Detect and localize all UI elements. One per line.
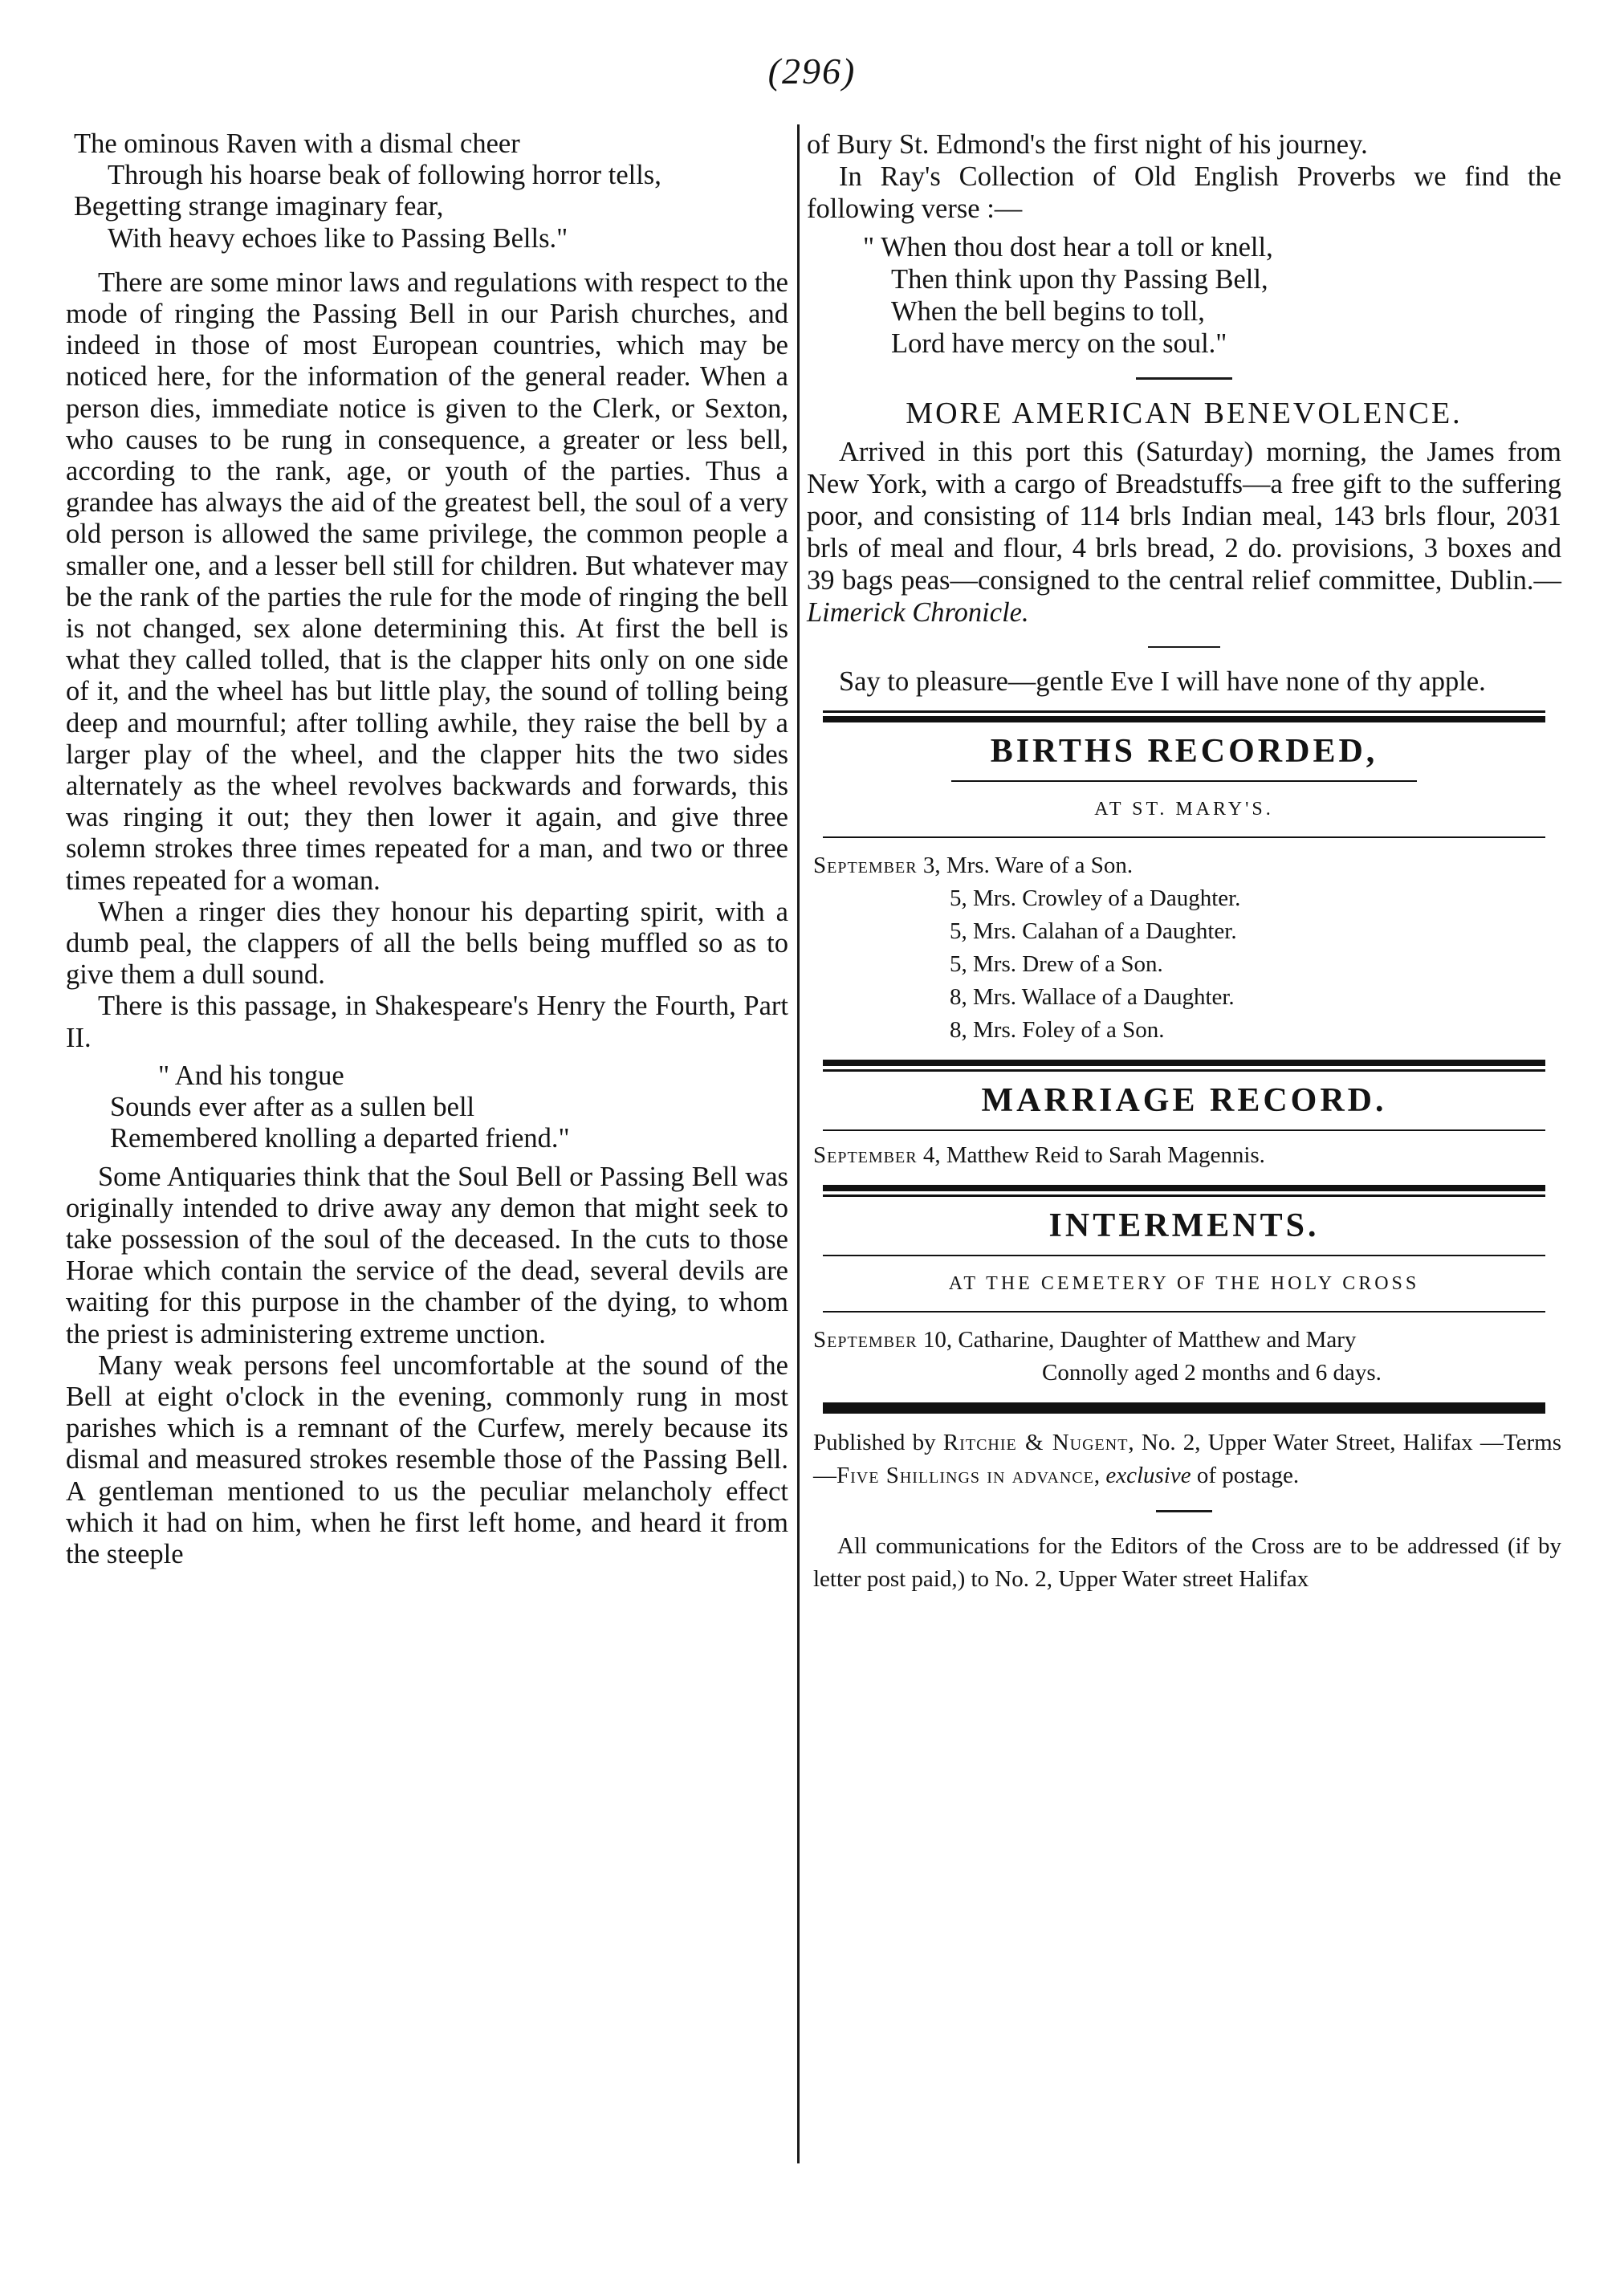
section-divider (1148, 646, 1220, 648)
divider (951, 780, 1417, 782)
publisher-text: Published by (813, 1430, 936, 1455)
paragraph-curfew: Many weak persons feel uncomfortable at the sound of the Bell at eight o'clock in the evening, commonly rung in most parishes which is a remnant of the Curfew, merely because its dismal and measured strokes resemble those of the Passing Bell. A gentleman mentioned to us the peculiar melancholy effect which it had on him, when he first left home, and heard it from the steeple (66, 1349, 788, 1569)
list-item (813, 1324, 1561, 1357)
publisher-notice (807, 1426, 1561, 1492)
right-column (807, 128, 1561, 1596)
interments-list (807, 1324, 1561, 1390)
month-label: September (813, 1142, 918, 1168)
births-list (807, 849, 1561, 1047)
list-item-continued: Connolly aged 2 months and 6 days. (1042, 1360, 1382, 1386)
left-column (66, 128, 788, 1570)
interments-subheading: AT THE CEMETERY OF THE HOLY CROSS (948, 1273, 1420, 1294)
divider (823, 836, 1545, 838)
terms: Five Shillings in advance (836, 1463, 1094, 1488)
american-benevolence-body (807, 436, 1561, 629)
verse-line: Lord have mercy on the soul." (891, 328, 1227, 359)
heavy-rule (807, 1185, 1561, 1197)
heavy-rule (807, 1402, 1561, 1414)
source-citation: Limerick Chronicle. (807, 597, 1029, 628)
proverb-verse (807, 231, 1561, 360)
american-benevolence-heading: MORE AMERICAN BENEVOLENCE. (906, 397, 1463, 430)
section-divider (1156, 1510, 1212, 1512)
publisher-text: , (1093, 1463, 1106, 1488)
divider (823, 1129, 1545, 1131)
list-item (813, 849, 1561, 882)
divider (823, 1311, 1545, 1312)
page-number: (296) (767, 51, 857, 92)
births-subheading: AT ST. MARY'S. (1094, 799, 1274, 820)
verse-line: " And his tongue (158, 1060, 344, 1091)
verse-line: " When thou dost hear a toll or knell, (863, 232, 1273, 262)
publisher-text: , No. 2, Upper Water Street, Halifax —Terms— (813, 1430, 1561, 1488)
verse-line: With heavy echoes like to Passing Bells." (108, 222, 568, 254)
interments-heading: INTERMENTS. (1048, 1207, 1320, 1244)
paragraph-shakespeare: There is this passage, in Shakespeare's Henry the Fourth, Part II. (66, 991, 788, 1053)
continued-text: of Bury St. Edmond's the first night of his journey. (807, 129, 1368, 160)
verse-line: Begetting strange imaginary fear, (74, 191, 444, 222)
divider (823, 1255, 1545, 1256)
list-item: 5, Mrs. Drew of a Son. (950, 951, 1163, 977)
paragraph-antiquaries: Some Antiquaries think that the Soul Bell or Passing Bell was originally intended to drive away any demon that might seek to take possession of the soul of the deceased. In the cuts to those Horae which contain the service of the dead, several devils are waiting for this purpose in the chamber of the dying, to whom the priest is administering extreme unction. (66, 1161, 788, 1349)
marriage-heading: MARRIAGE RECORD. (981, 1082, 1387, 1119)
paragraph-passing-bell-laws: There are some minor laws and regulations with respect to the mode of ringing the Passing Bell in our Parish churches, and indeed in those of most European countries, which may be noticed here, for the information of the general reader. When a person dies, immediate notice is given to the Clerk, or Sexton, who causes to be rung in consequence, a greater or less bell, according to the rank, age, or youth of the parties. Thus a grandee has always the aid of the greatest bell, the soul of a very old person is allowed the same privilege, the common people a smaller one, and a lesser bell still for children. But whatever may be the rank of the parties the rule for the mode of ringing the bell is not changed, sex alone determining this. At first the bell is what they called tolled, that is the clapper hits only on one side of it, and the wheel has but little play, the sound of tolling being deep and mournful; after tolling awhile, they raise the bell by a larger play of the wheel, and the clapper hits the two sides alternately as the wheel revolves backwards and forwards, this was ringing it out; they then lower it again, and give three solemn strokes three times repeated for a man, and two or three times repeated for a woman. (66, 267, 788, 896)
list-item: 5, Mrs. Calahan of a Daughter. (950, 918, 1237, 944)
list-item: 8, Mrs. Wallace of a Daughter. (950, 984, 1235, 1010)
marriage-list (807, 1139, 1561, 1172)
verse-line: Sounds ever after as a sullen bell (110, 1092, 475, 1123)
list-item: 5, Mrs. Crowley of a Daughter. (950, 885, 1241, 911)
pleasure-saying: Say to pleasure—gentle Eve I will have none of thy apple. (839, 666, 1486, 697)
exclusive-text: exclusive (1105, 1463, 1191, 1488)
publisher-names: Ritchie & Nugent (942, 1430, 1129, 1455)
interment-entry: 10, Catharine, Daughter of Matthew and Mary (922, 1327, 1357, 1353)
heavy-rule (807, 1060, 1561, 1072)
section-divider (1136, 377, 1232, 380)
verse-line: Through his hoarse beak of following horror tells, (108, 160, 661, 191)
list-item: 8, Mrs. Foley of a Son. (950, 1017, 1165, 1043)
raven-verse (66, 128, 788, 254)
american-body-text: Arrived in this port this (Saturday) morning, the James from New York, with a cargo of Breadstuffs—a free gift to the suffering poor, and consisting of 114 brls Indian meal, 143 brls flour, 2031 brls of meal and flour, 4 brls bread, 2 do. provisions, 3 boxes and 39 bags peas—consigned to the central relief committee, Dublin.— (807, 437, 1561, 596)
paragraph-ringer: When a ringer dies they honour his departing spirit, with a dumb peal, the clappers of all the bells being muffled so as to give them a dull sound. (66, 896, 788, 991)
birth-entry: 3, Mrs. Ware of a Son. (922, 853, 1134, 878)
month-label: September (813, 1327, 918, 1353)
publisher-text: of postage. (1191, 1463, 1300, 1488)
month-label: September (813, 853, 918, 878)
shakespeare-quote (66, 1060, 788, 1155)
verse-line: Then think upon thy Passing Bell, (891, 264, 1268, 295)
verse-line: The ominous Raven with a dismal cheer (74, 128, 520, 159)
heavy-rule (807, 710, 1561, 722)
verse-line: When the bell begins to toll, (891, 296, 1205, 327)
proverbs-intro: In Ray's Collection of Old English Proverbs we find the following verse :— (807, 161, 1561, 224)
births-heading: BIRTHS RECORDED, (990, 733, 1378, 770)
column-divider (797, 124, 800, 2163)
list-item (813, 1139, 1561, 1172)
marriage-entry: 4, Matthew Reid to Sarah Magennis. (922, 1142, 1265, 1168)
verse-line: Remembered knolling a departed friend." (110, 1123, 570, 1154)
communications-notice: All communications for the Editors of the Cross are to be addressed (if by letter post paid,) to No. 2, Upper Water street Halifax (813, 1533, 1561, 1592)
